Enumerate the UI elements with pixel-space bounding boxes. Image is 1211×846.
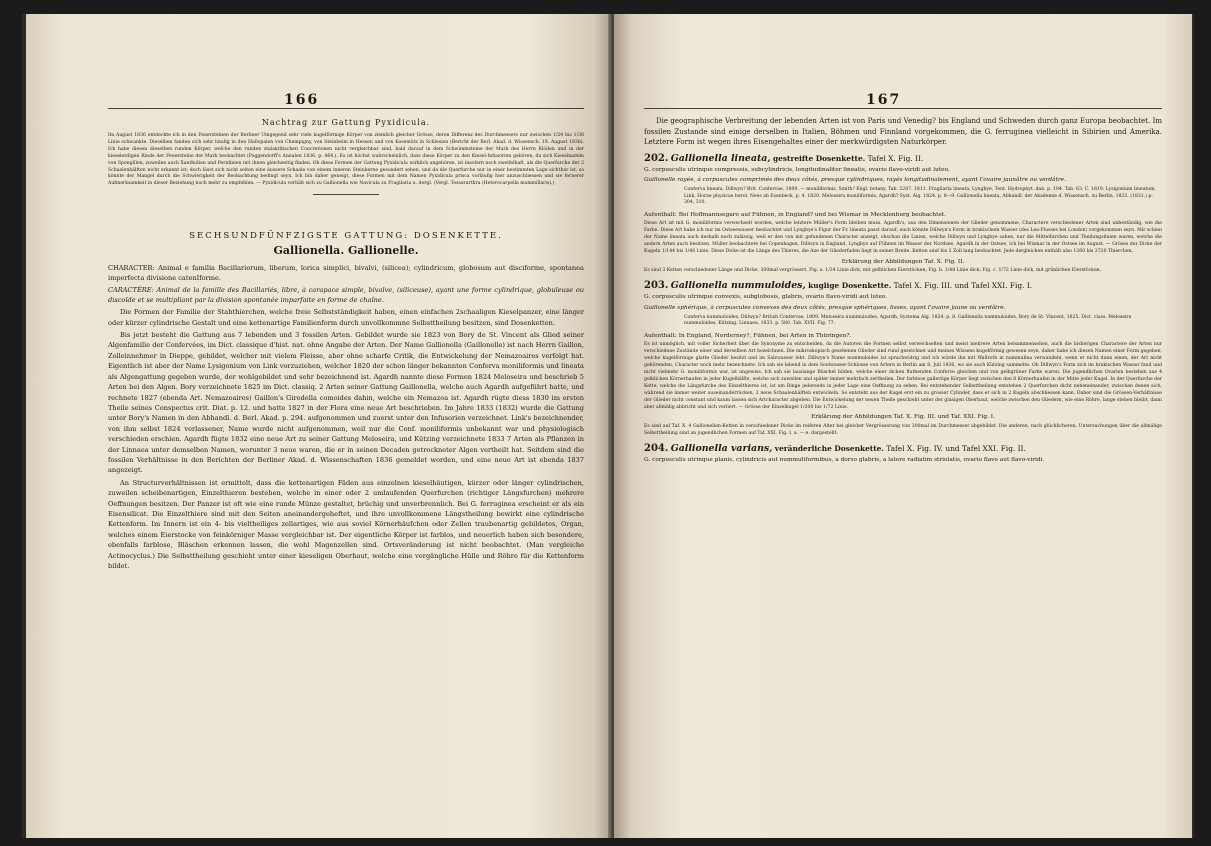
species-french-diagnosis: Gaillonelle rayée, à corpuscules comprimés des deux côtés, presque cylindriques, rayés longitudinalement, ayant l'ovaire jaunâtre ou verdâtre.: [644, 177, 1066, 184]
figure-explanation-title: Erklärung der Abbildungen Taf. X. Fig. II.: [841, 258, 965, 265]
species-name: Gallionella nummuloides,: [670, 280, 806, 292]
species-name: Gallionella lineata,: [670, 152, 771, 164]
figure-explanation: Es sind auf Taf. X. 4 Gallionellen-Ketten in verschiedener Dicke im reiferen Alter bei gleicher Vergrösserung von 300mal im Durchmesser abgebildet. Die anderen, nach glücklicheren, Untersuchungen über die allmälige Selbsttheilung sind an jugendlichen Formen auf Taf. XXI. Fig. I. a. — e. dargestellt.: [644, 424, 1162, 436]
species-latin-diagnosis: G. corpusculis utrinque planis, cylindricis aut nummuliformibus, a dorso glabris, a latere radiatim striolatis, ovario flavo aut flavo-viridi.: [644, 456, 1045, 463]
synonymy-list: Conferva lineata, Dillwyn? Brit. Confervae, 1809. — moniliformis, Smith? Engl. botany. Tab. 2287. 1811. Fragilaria lineata, Lyngbye, Tent. Hydrophyt. dan. p. 184. Tab. 63. C. 1819. Lysigonium lineatum, Link, Horae physicae berol. Nees ab Esenbeck, p. 4. 1820. Meloseira moniliformis, Agardh? Syst. Alg. 1824. p. 8—9. Gallionella lineata, Abhandl. der Akademie d. Wissensch. zu Berlin, 1833. (1831.) p. 304, 310.: [684, 186, 1156, 206]
genus-name: Gallionella. Gallionelle.: [273, 244, 419, 258]
right-page: [614, 14, 1192, 838]
header-rule: [644, 108, 1162, 109]
species-number: 202.: [644, 152, 669, 164]
species-202-heading: [644, 153, 1162, 164]
nachtrag-text: Im August 1836 entdeckte ich in den Feuersteinen der Berliner Umgegend sehr viele kugelförmige Körper von ziemlich gleicher Grösse, deren Differenz des Durchmessers nur zwischen 1/24 bis 1/36 Linie schwankte. Dieselben fanden sich sehr häufig in den Hallopalen von Champigny, von Steinheim in Hessen und von Kosemütz in Schlesien (Bericht der Berl. Akad. d. Wissensch. 18. August 1836). Ich habe diesen dieselben runden Körper, welche den runden stalaktitischen Concretionen nicht vergleichbar sind, bald darauf in dem Schwimmsteine der Mark des Herrn Klöden und in der kieselerdigen Rinde der Feuersteine der Mark beobachtet (Poggendorff's Annalen 1836. p. 464.). Es ist höchst wahrscheinlich, dass diese Körper zu den Kiesel-Infusorien gehören, da sich Kieselnadeln von Spongillen, zuweilen auch Xanthidien und Peridinien mit ihnen gleichzeitig finden. Ob diese Formen der Gattung Pyxidicula wirklich angehören, ist insofern noch zweifelhaft, als die Querfurche der 2 Schaalenhälften nicht erkannt ist; doch lässt sich nicht selten eine äussere Schaale von einem inneren Steinkerne gesondert sehen, und da die Querfurche nur in einer bestimmten Lage sichtbar ist, so könnte der Mangel durch die Schwierigkeit der Beobachtung bedingt seyn. Ich bin daher geneigt, diese Formen mit dem Namen Pyxidicula prisca vorläufig hier anzuschliessen und sie fernerer Aufmerksamkeit in dieser Beziehung noch mehr zu empfehlen. — Pyxidicula verhält sich zu Gallionella wie Navicula zu Fragilaria u. dergl. (Vergl. Tessararthra (Heterocarpella mammillaris).): [108, 133, 584, 187]
paragraph-1: Die Formen der Familie der Stabthierchen, welche freie Selbstständigkeit haben, einen einfachen 2schaaligen Kieselpanzer, eine länger oder kürzer cylindrische Gestalt und eine kettenartige Familienform durch unvollkommne Selbsttheilung besitzen, sind Dosenketten.: [108, 308, 584, 327]
right-page-content: [644, 116, 1162, 466]
book-spread: [22, 14, 1194, 838]
page-number: 167: [866, 92, 902, 108]
species-common-name: veränderliche Dosenkette.: [774, 443, 884, 453]
habitat: Aufenthalt: In England, Norderney?, Fühnen, bei Arten in Thüringen?.: [644, 332, 852, 339]
species-number: 204.: [644, 442, 669, 454]
left-page: [26, 14, 612, 838]
figure-explanation: Es sind 3 Ketten verschiedener Länge und Dicke, 300mal vergrössert. Fig. a. 1/24 Linie dick, mit gelblichen Eierstöcken; Fig. b. 1/48 Linie dick; Fig. c. 1/72 Linie dick, mit grünlichen Eierstöcken.: [644, 268, 1102, 274]
section-divider: [313, 194, 379, 195]
species-description: Diese Art ist mit G. moniliformis verwechselt worden, welche letztere Müller's Form bleiben muss. Agardh's, aus den Dimensionen der Glieder genommene, Charactere verschiedener Arten sind unbeständig, wie die Farbe. Diese Art habe ich nur im Ostseewasser beobachtet und Lyngbye's Figur der Fr. lineata passt darauf; auch könnte Dillwyn's Form in brakischem Wasser (des Lea-Flusses bei London) vorgekommen seyn. Mir schien der Name lineata auch deshalb noch zulässig, weil er den von mir gefundenen Character anzeigt, obschon die Linien, welche Dillwyn und Lyngbye sahen, nur die Mittelfurchen und Theilungslinien waren, welche die andern Arten auch besitzen. Müller beobachtete bei Copenhagen, Dillwyn in England, Lyngbye auf Fühnen im Wasser der Nordsee, Agardh in der Ostsee, ich bei Wismar in der Ostsee im August. — Grösse der Dicke der Kugeln 1/144 bis 1/48 Linie. Diese Dicke ist die Länge des Thieres, die Axe der Gliederfaden liegt in seiner Breite. Ketten sind bis 3 Zoll lang beobachtet. Jede dergleichen enthält also 1260 bis 3720 Thierchen.: [644, 221, 1162, 254]
species-204-heading: [644, 443, 1162, 454]
plate-reference: Tafel X. Fig. II.: [867, 153, 924, 163]
species-french-diagnosis: Gaillonelle sphérique, à corpuscules convexes des deux côtés, presque sphériques, lisses, ayant l'ovaire jaune ou verdâtre.: [644, 304, 1006, 311]
species-description: Es ist unmöglich, mit voller Sicherheit über die Synonyme zu entscheiden, da die Autoren die Formen selbst verwechselten und meist mehrere Arten beisammensehen, auch die bisherigen Charactere der Arten nur verschiedene Zustände einer und derselben Art bezeichnen. Die mikroskopisch gesehenen Glieder sind rund gezeichnet und meines Wissens kugelförmig gewesen seyn, daher habe ich diesen Namen einer Form gegeben, welche kugelförmige glatte Glieder besitzt und im Salzwasser lebt. Dillwyn's Name nummuloides ist sprachwidrig und ich würde ihn mit Wallroth in nummulina verwandeln, wenn er nicht dann einen, der Art nicht gehörenden, Character noch mehr bezeichnete. Ich sah sie lebend in dem Soolwasser-Schlosse von Artern in Berlin am 8. Juli 1836, wo sie auch Kützing sammelte. Ob Dillwyn's Form sich im brakischen Wasser fand und nicht vielmehr G. moniliformis war, ist ungewiss. Ich sah sie lauslange Büschel bilden, welche einer dicken fluthenden Conferve gleichen und von gelbgrüner Farbe waren. Die jugendlichen Ovarien bestehen aus 4 gelblichen Körnerhaufen in jeder Kugelhälfte, welche sich zuweilen und später immer mehrfach zertheilen. Der farblose gallertige Körper liegt zwischen den 8 Körnerhaufen in der Mitte jeder Kugel. In der Querfurche der Kette, welche die Längsfurche des Einzelthieres ist, ist um Ringe jederseits in jeder Lage eine Oeffnung zu sehen. Bei entstehender Selbsttheilung entstehen 2 Querfurchen dicht nebeneinander, zwischen denen sich, während sie immer weiter auseinanderrücken, 2 neue Schaalenhälften entwickeln. So entsteht aus der Kugel erst ein zu grosser Cylinder, dass er sich in 2 Kugeln abschliessen kann. Daher sind die Grössen-Verhältnisse der Glieder nicht constant und kaum lassen sich Artcharacter abgeben. Die Entwickelung der neuen Theile geschieht unter der glasigen Oberhaut, welche zwischen den Gliedern, wie eine Röhre, lange stehen bleibt, dann aber allmälig abbricht und sich verliert. — Grösse der Einzelkugel 1/200 bis 1/72 Linie.: [644, 342, 1162, 410]
gattung-title: SECHSUNDFÜNFZIGSTE GATTUNG: DOSENKETTE.: [189, 231, 503, 242]
species-number: 203.: [644, 280, 669, 292]
species-latin-diagnosis: G. corpusculis utrinque convexis, subglobosis, glabris, ovario flavo-viridi aut luteo.: [644, 294, 888, 301]
habitat: Aufenthalt: Bei Hoffmannsegaro auf Fühnen, in England? und bei Wismar in Mecklenburg beobachtet.: [644, 211, 947, 218]
species-name: Gallionella varians,: [670, 442, 773, 454]
species-203-heading: [644, 280, 1162, 291]
plate-reference: Tafel X. Fig. IV. und Tafel XXI. Fig. II.: [886, 443, 1026, 453]
nachtrag-title: Nachtrag zur Gattung Pyxidicula.: [261, 118, 431, 127]
left-page-content: [108, 118, 584, 573]
intro-paragraph: Die geographische Verbreitung der lebenden Arten ist von Paris und Venedig? bis England und Schweden durch ganz Europa beobachtet. Im fossilen Zustande sind einige derselben in Italien, Böhmen und Finnland vorgekommen, die G. ferruginea vielleicht in Sibirien und Amerika. Letztere Form ist wegen ihres Eisengehaltes einer der merkwürdigsten Naturkörper.: [644, 117, 1162, 147]
figure-explanation-title: Erklärung der Abbildungen Taf. X. Fig. III. und Taf. XXI. Fig. I.: [811, 414, 995, 421]
synonymy-list: Conferva nummuloides, Dillwyn? British Confervae, 1809. Meloseira nummuloides, Agardh, Systema Alg. 1824. p. 8. Gaillonella nummuloides, Bory de St. Vincent, 1825. Dict. class. Meloseira nummuloides, Kützing, Linnaea, 1833. p. 580. Tab. XVII. Fig. 77.: [684, 314, 1132, 327]
paragraph-3: An Structurverhältnissen ist ermittelt, dass die kettenartigen Fäden aus einzelnen kieselhäutigen, kürzer oder länger cylindrischen, zuweilen scheibenartigen, Einzelthieren bestehen, welche in einer oder 2 umlaufenden Querfurchen (richtiger Längsfurchen) mehrere Oeffnungen besitzen. Der Panzer ist oft wie eine runde Münze gestaltet, brüchig und unverbrennlich. Bei G. ferruginea erscheint er als ein Eisensilicat. Die Einzelthiere sind mit den Seiten aneinandergeheftet, und ihre unvollkommene Längstheilung bewirkt eine cylindrische Kettenform. Im Innern ist ein 4- bis vieltheiliges zellartiges, wie aus soviel Körnerhäufchen oder Zellen traubenartig gebildetes, Organ, welches einem Eierstocke von feinkörniger Masse vergleichbar ist. Der eigentliche Körper ist farblos, und neuerlich haben sich besondere, ebenfalls farblose, Bläschen erkennen lassen, die wohl Magenzellen sind. Ortsveränderung ist nicht beobachtet. (Man vergleiche Actinocyclus.) Die Selbsttheilung geschieht unter einer kieseligen Oberhaut, welche eine vergängliche Hülle und Röhre für die Kettenform bildet.: [108, 478, 584, 570]
character-french: CARACTÈRE: Animal de la famille des Bacillariés, libre, à carapace simple, bivalve, (siliceuse), ayant une forme cylindrique, globuleuse ou discoïde et se multipliant par la division spontanée imparfaite en forme de chaîne.: [108, 286, 584, 305]
species-common-name: gestreifte Dosenkette.: [773, 153, 866, 163]
paragraph-2: Bis jetzt besteht die Gattung aus 7 lebenden und 3 fossilen Arten. Gebildet wurde sie 1823 von Bory de St. Vincent als Glied seiner Algenfamilie der Confervées, im Dict. classique d'hist. nat. ohne Angabe der Arten. Der Name Gallionella (Gaillonelle) ist nach Herrn Gaillon, Zolleinnehmer in Dieppe, gebildet, welcher mit vielem Fleisse, aber ohne scharfe Critik, die Entwickelung der Nemazoaires verfolgt hat. Eigentlich ist aber der Name Lysigonium von Link vorzuziehen, welcher 1820 der schon länger bekannten Conferva moniliformis und lineata als Algengattung gegeben wurde, der wohlgebildet und sehr bezeichnend ist. Agardh nannte diese Formen 1824 Meloseira und beschrieb 5 Arten bei den Algen. Bory verzeichnete 1825 im Dict. classiq. 2 Arten seiner Gattung Gaillonella, welche auch Agardh aufgeführt hatte, und rechnete 1827 (ebenda Art. Nemazoaires) Gaillon's Girodella comoides dahin, welche ein Nemazoa ist. Agardh rügte diess 1830 im ersten Theile seines Conspectus crit. Diat. p. 12. und hatte 1827 in der Flora eine neue Art beschrieben. Im Jahre 1833 (1832) wurde die Gattung unter Bory's Namen in den Abhandl. d. Berl. Akad. p. 294. aufgenommen und zuerst unter den Infusorien verzeichnet. Link's bezeichnender, von ihm selbst 1824 verlassener, Name wurde nicht aufgenommen, weil nur die Conf. moniliformis unbekannt war und physiologisch verschieden erschien. Agardh fügte 1832 eine neue Art zu seiner Gattung Meloseira, und Kützing verzeichnete 1833 7 Arten als Pflanzen in der Linnaea unter demselben Namen, worunter 3 neue waren, die er in seinen Decaden getrockneter Algen vertheilt hat. Seitdem sind die fossilen Verhältnisse in den Berichten der Berliner Akad. d. Wissenschaften 1836 gemeldet worden, und eine neue Art ist ebenda 1837 angezeigt.: [108, 331, 584, 475]
character-latin: CHARACTER: Animal e familia Bacillariorum, liberum, lorica simplici, bivalvi, (silicea); cylindricum, globosum aut disciforme, spontanea imperfecta divisione catenIforme.: [108, 264, 584, 283]
header-rule: [108, 108, 584, 109]
page-number: 166: [284, 92, 320, 108]
species-common-name: kuglige Dosenkette.: [808, 281, 892, 291]
plate-reference: Tafel X. Fig. III. und Tafel XXI. Fig. I.: [893, 281, 1033, 291]
species-latin-diagnosis: G. corpusculis utrinque compressis, subcylindricis, longitudinaliter lineatis, ovario flavo-viridi aut luteo.: [644, 166, 950, 173]
